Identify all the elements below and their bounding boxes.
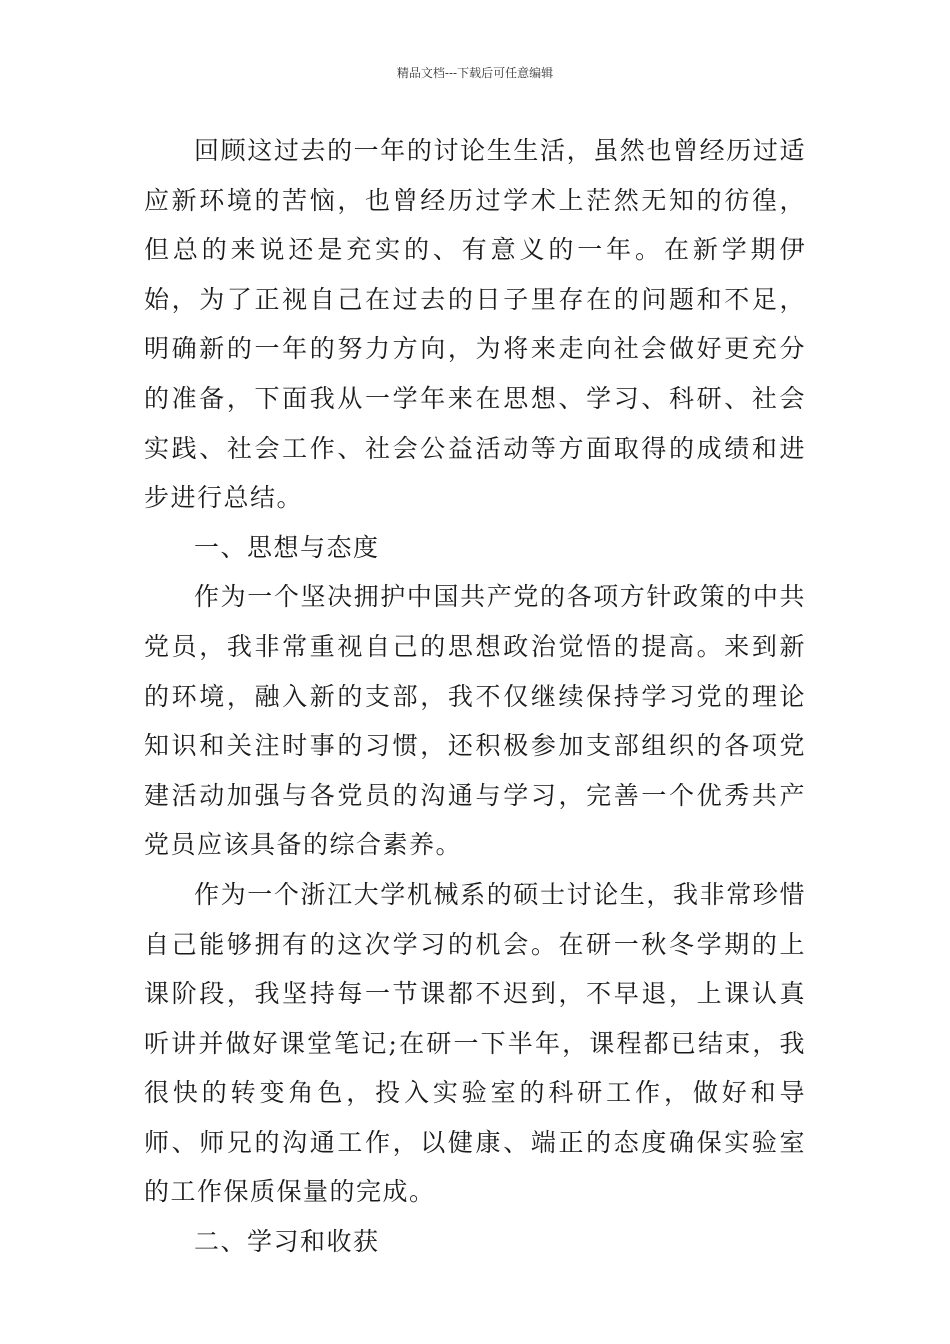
section-heading-thought: 一、思想与态度: [194, 532, 380, 562]
section-heading-study: 二、学习和收获: [194, 1227, 380, 1257]
document-body: [144, 126, 806, 1267]
paragraph-intro: 回顾这过去的一年的讨论生生活，虽然也曾经历过适应新环境的苦恼，也曾经历过学术上茫然无知的彷徨，但总的来说还是充实的、有意义的一年。在新学期伊始，为了正视自己在过去的日子里存在的问题和不足，明确新的一年的努力方向，为将来走向社会做好更充分的准备，下面我从一学年来在思想、学习、科研、社会实践、社会工作、社会公益活动等方面取得的成绩和进步进行总结。: [144, 136, 806, 513]
paragraph-party-member: 作为一个坚决拥护中国共产党的各项方针政策的中共党员，我非常重视自己的思想政治觉悟的提高。来到新的环境，融入新的支部，我不仅继续保持学习党的理论知识和关注时事的习惯，还积极参加支部组织的各项党建活动加强与各党员的沟通与学习，完善一个优秀共产党员应该具备的综合素养。: [144, 582, 806, 860]
page-header: 精品文档---下载后可任意编辑: [396, 66, 554, 80]
paragraph-graduate-student: 作为一个浙江大学机械系的硕士讨论生，我非常珍惜自己能够拥有的这次学习的机会。在研一秋冬学期的上课阶段，我坚持每一节课都不迟到，不早退，上课认真听讲并做好课堂笔记;在研一下半年，课程都已结束，我很快的转变角色，投入实验室的科研工作，做好和导师、师兄的沟通工作，以健康、端正的态度确保实验室的工作保质保量的完成。: [144, 879, 806, 1207]
